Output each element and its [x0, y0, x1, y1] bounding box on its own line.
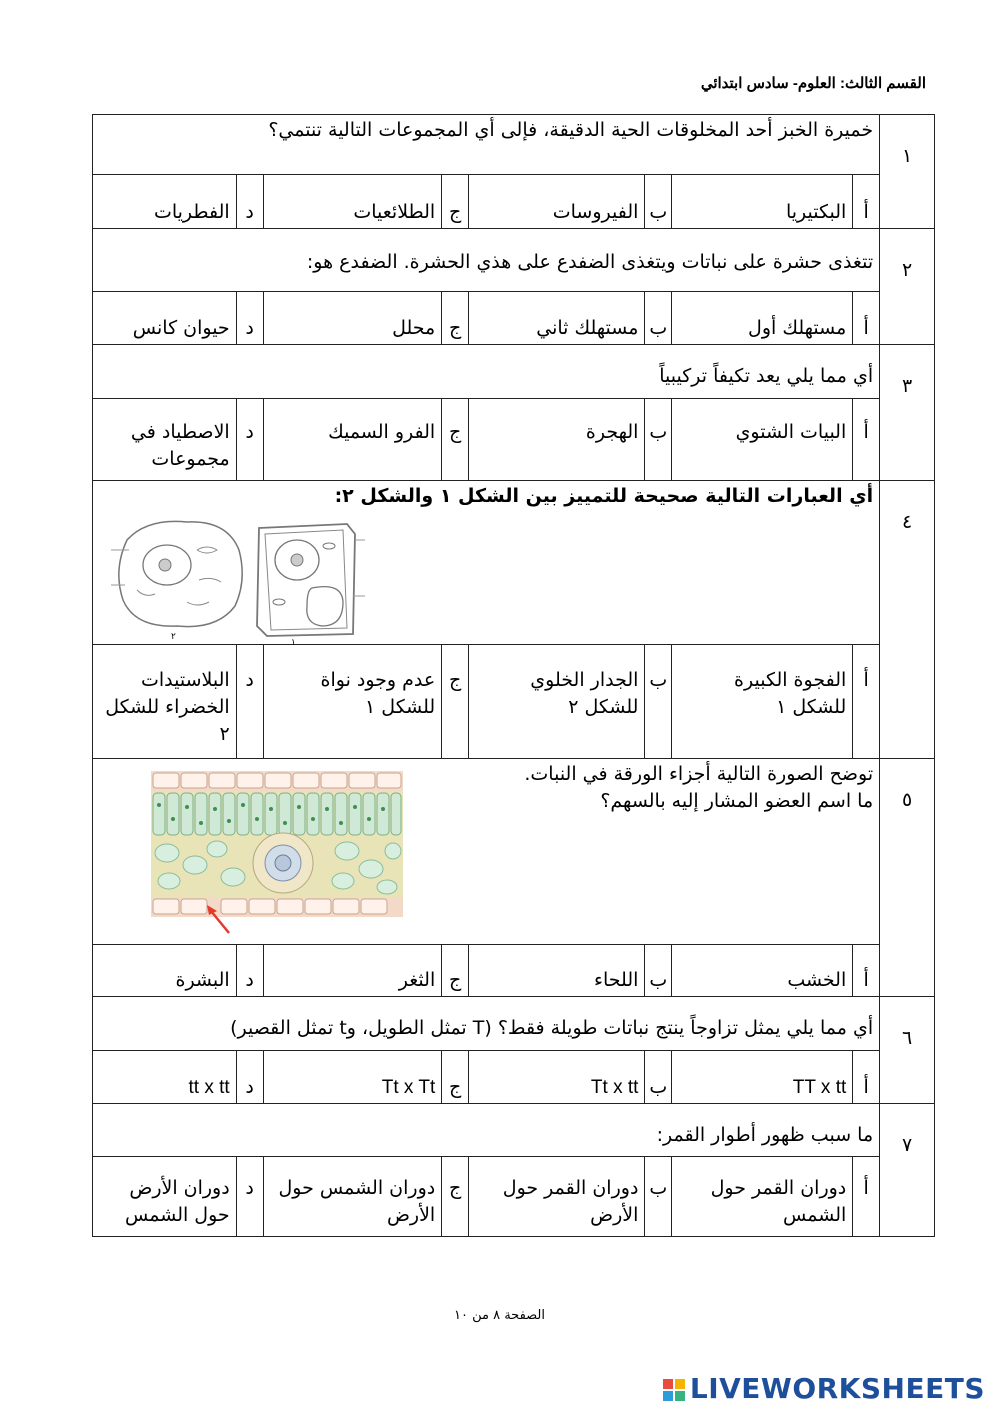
question-row: [93, 345, 935, 399]
option-letter: أ: [853, 645, 880, 759]
option-letter: د: [236, 399, 263, 481]
question-number: ٣: [880, 345, 935, 481]
option-a[interactable]: البكتيريا: [672, 175, 853, 229]
option-b[interactable]: الجدار الخلوي للشكل ٢: [469, 645, 645, 759]
leaf-cross-section-image: [147, 769, 407, 935]
option-letter: أ: [853, 399, 880, 481]
option-c[interactable]: الثغر: [263, 945, 442, 997]
option-letter: ب: [645, 945, 672, 997]
option-letter: ج: [442, 645, 469, 759]
brand-watermark: [662, 1372, 985, 1409]
option-d[interactable]: حيوان كانس: [93, 292, 237, 345]
question-number: ٦: [880, 997, 935, 1104]
question-number: ٤: [880, 481, 935, 759]
option-letter: د: [236, 292, 263, 345]
option-letter: أ: [853, 175, 880, 229]
option-c[interactable]: الطلائعيات: [263, 175, 442, 229]
option-d[interactable]: البشرة: [93, 945, 237, 997]
figure-label-2: ٢: [171, 632, 176, 642]
cell-figures: [99, 510, 873, 648]
option-c[interactable]: Tt x Tt: [263, 1051, 442, 1104]
option-letter: د: [236, 1157, 263, 1237]
option-d[interactable]: الفطريات: [93, 175, 237, 229]
leaf-question: [99, 761, 873, 939]
question-text: ما سبب ظهور أطوار القمر:: [93, 1104, 880, 1157]
option-d[interactable]: البلاستيدات الخضراء للشكل ٢: [93, 645, 237, 759]
options-row: [93, 292, 935, 345]
option-b[interactable]: اللحاء: [469, 945, 645, 997]
option-d[interactable]: الاصطياد في مجموعات: [93, 399, 237, 481]
option-b[interactable]: دوران القمر حول الأرض: [469, 1157, 645, 1237]
option-d[interactable]: tt x tt: [93, 1051, 237, 1104]
question-row: [93, 481, 935, 645]
question-text: أي العبارات التالية صحيحة للتمييز بين الشكل ١ والشكل ٢:: [334, 485, 874, 507]
option-a[interactable]: دوران القمر حول الشمس: [672, 1157, 853, 1237]
option-letter: ب: [645, 1051, 672, 1104]
option-letter: ج: [442, 1051, 469, 1104]
option-d[interactable]: دوران الأرض حول الشمس: [93, 1157, 237, 1237]
option-b[interactable]: مستهلك ثاني: [469, 292, 645, 345]
option-a[interactable]: الفجوة الكبيرة للشكل ١: [672, 645, 853, 759]
option-letter: ج: [442, 175, 469, 229]
question-number: ٧: [880, 1104, 935, 1237]
option-c[interactable]: عدم وجود نواة للشكل ١: [263, 645, 442, 759]
option-a[interactable]: مستهلك أول: [672, 292, 853, 345]
option-letter: أ: [853, 292, 880, 345]
options-row: [93, 1157, 935, 1237]
options-row: [93, 175, 935, 229]
option-letter: ب: [645, 399, 672, 481]
question-cell: [93, 759, 880, 945]
option-a[interactable]: الخشب: [672, 945, 853, 997]
options-row: [93, 1051, 935, 1104]
question-cell: [93, 481, 880, 648]
question-text: خميرة الخبز أحد المخلوقات الحية الدقيقة، فإلى أي المجموعات التالية تنتمي؟: [93, 115, 880, 175]
page-header: القسم الثالث: العلوم- سادس ابتدائي: [700, 75, 926, 92]
option-c[interactable]: دوران الشمس حول الأرض: [263, 1157, 442, 1237]
option-b[interactable]: الهجرة: [469, 399, 645, 481]
option-letter: ب: [645, 1157, 672, 1237]
question-number: ١: [880, 115, 935, 229]
option-letter: د: [236, 175, 263, 229]
option-letter: ج: [442, 292, 469, 345]
option-letter: أ: [853, 945, 880, 997]
figure-label-1: ١: [291, 638, 296, 648]
option-letter: د: [236, 945, 263, 997]
option-a[interactable]: البيات الشتوي: [672, 399, 853, 481]
question-text: أي مما يلي يمثل تزاوجاً ينتج نباتات طويلة فقط؟ (T تمثل الطويل، وt تمثل القصير): [93, 997, 880, 1051]
option-letter: ب: [645, 645, 672, 759]
option-letter: ج: [442, 399, 469, 481]
option-letter: أ: [853, 1051, 880, 1104]
option-letter: أ: [853, 1157, 880, 1237]
option-letter: ب: [645, 292, 672, 345]
option-letter: د: [236, 645, 263, 759]
page-number: الصفحة ٨ من ١٠: [454, 1308, 545, 1323]
questions-table: [92, 114, 935, 1237]
option-letter: ج: [442, 1157, 469, 1237]
question-text: أي مما يلي يعد تكيفاً تركيبياً: [93, 345, 880, 399]
options-row: [93, 399, 935, 481]
question-row: [93, 759, 935, 945]
option-a[interactable]: TT x tt: [672, 1051, 853, 1104]
question-text: توضح الصورة التالية أجزاء الورقة في النبات.: [524, 763, 874, 785]
question-text: تتغذى حشرة على نباتات ويتغذى الضفدع على هذي الحشرة. الضفدع هو:: [93, 229, 880, 292]
option-letter: د: [236, 1051, 263, 1104]
brand-name: LIVEWORKSHEETS: [689, 1372, 985, 1405]
cell-diagram: [107, 510, 367, 640]
option-c[interactable]: الفرو السميك: [263, 399, 442, 481]
option-b[interactable]: Tt x tt: [469, 1051, 645, 1104]
option-b[interactable]: الفيروسات: [469, 175, 645, 229]
option-letter: ب: [645, 175, 672, 229]
question-row: [93, 997, 935, 1051]
question-row: [93, 115, 935, 175]
question-subtext: ما اسم العضو المشار إليه بالسهم؟: [600, 790, 874, 812]
liveworksheets-logo-icon: [662, 1376, 686, 1409]
question-row: [93, 1104, 935, 1157]
question-number: ٢: [880, 229, 935, 345]
options-row: [93, 645, 935, 759]
option-c[interactable]: محلل: [263, 292, 442, 345]
options-row: [93, 945, 935, 997]
question-number: ٥: [880, 759, 935, 997]
option-letter: ج: [442, 945, 469, 997]
question-row: [93, 229, 935, 292]
